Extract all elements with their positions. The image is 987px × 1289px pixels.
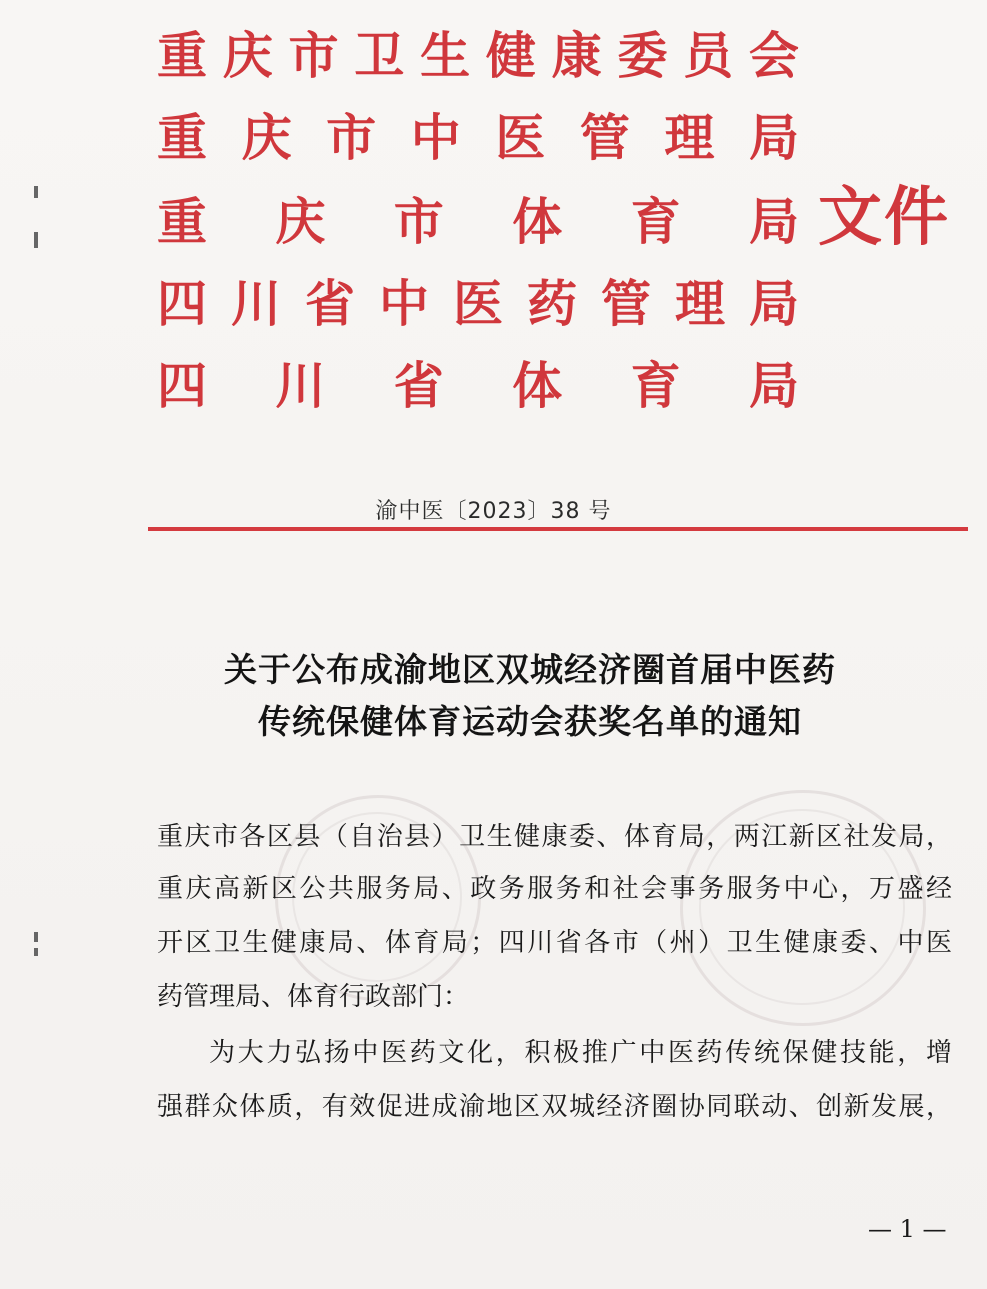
issuer-line-3 <box>153 192 803 252</box>
issuer-character: 理 <box>675 274 725 333</box>
issuer-character: 委 <box>617 26 668 85</box>
document-title-line-2: 传统保健体育运动会获奖名单的通知 <box>258 702 802 741</box>
issuer-character: 卫 <box>354 26 405 85</box>
document-label: 文件 <box>818 180 950 255</box>
issuer-character: 庆 <box>222 26 273 85</box>
body-paragraph-line: 强群众体质，有效促进成渝地区双城经济圈协同联动、创新发展， <box>157 1092 952 1122</box>
page-number: — 1 — <box>868 1215 947 1243</box>
issuer-character: 医 <box>453 274 503 333</box>
issuer-character: 四 <box>157 274 207 333</box>
issuer-character: 药 <box>527 274 577 333</box>
issuer-character: 重 <box>157 192 207 251</box>
issuer-character: 局 <box>748 356 799 415</box>
issuer-character: 庆 <box>241 108 292 167</box>
issuer-character: 员 <box>683 26 734 85</box>
issuer-line-2 <box>153 108 803 168</box>
issuer-character: 管 <box>601 274 651 333</box>
issuer-character: 局 <box>749 274 799 333</box>
issuer-character: 局 <box>748 192 799 251</box>
issuer-character: 庆 <box>275 192 326 251</box>
issuer-character: 会 <box>748 26 799 85</box>
issuer-character: 四 <box>157 356 207 415</box>
issuer-line-5 <box>153 356 803 416</box>
issuer-character: 省 <box>305 274 355 333</box>
issuer-character: 理 <box>664 108 715 167</box>
binding-mark <box>34 948 38 956</box>
issuer-character: 生 <box>420 26 471 85</box>
issuer-line-4 <box>153 274 803 334</box>
body-paragraph-line: 药管理局、体育行政部门： <box>157 982 470 1012</box>
issuer-character: 体 <box>512 192 563 251</box>
body-paragraph-line: 开区卫生健康局、体育局；四川省各市（州）卫生健康委、中医 <box>157 928 952 958</box>
document-number: 渝中医〔2023〕38 号 <box>375 499 612 524</box>
issuer-character: 体 <box>512 356 563 415</box>
issuer-character: 市 <box>288 26 339 85</box>
binding-mark <box>34 232 38 248</box>
body-paragraph-line: 重庆市各区县（自治县）卫生健康委、体育局，两江新区社发局， <box>157 822 952 852</box>
red-separator-rule <box>148 527 968 531</box>
issuer-character: 市 <box>326 108 377 167</box>
issuer-character: 医 <box>495 108 546 167</box>
issuer-character: 中 <box>379 274 429 333</box>
issuer-character: 健 <box>485 26 536 85</box>
issuer-character: 市 <box>393 192 444 251</box>
body-paragraph-line: 为大力弘扬中医药文化，积极推广中医药传统保健技能，增 <box>209 1038 952 1068</box>
issuer-character: 育 <box>630 356 681 415</box>
binding-mark <box>34 932 38 942</box>
body-paragraph-line: 重庆高新区公共服务局、政务服务和社会事务服务中心，万盛经 <box>157 874 952 904</box>
binding-mark <box>34 186 38 198</box>
issuer-character: 重 <box>157 108 207 167</box>
issuer-character: 川 <box>275 356 326 415</box>
issuer-character: 局 <box>748 108 799 167</box>
issuer-character: 中 <box>410 108 461 167</box>
document-title-line-1: 关于公布成渝地区双城经济圈首届中医药 <box>224 650 836 689</box>
issuer-character: 省 <box>393 356 444 415</box>
issuer-character: 康 <box>551 26 602 85</box>
issuer-character: 育 <box>630 192 681 251</box>
issuer-character: 管 <box>579 108 630 167</box>
issuer-character: 重 <box>157 26 207 85</box>
issuer-character: 川 <box>231 274 281 333</box>
issuer-line-1 <box>153 26 803 86</box>
